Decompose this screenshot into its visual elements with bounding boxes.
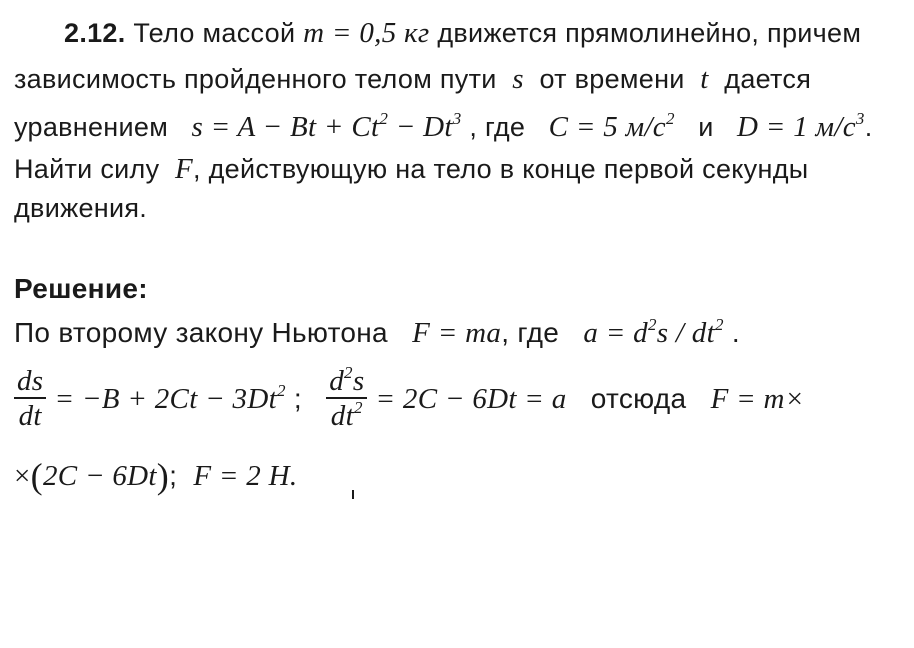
equation-part: a = d	[583, 317, 648, 349]
problem-line-3	[14, 111, 873, 144]
constant-d-value: D = 1 м/с	[737, 111, 856, 143]
equation-part: − Dt	[388, 111, 453, 143]
problem-line-5	[14, 193, 147, 224]
problem-text: движения.	[14, 193, 148, 223]
problem-line-4	[14, 153, 808, 186]
open-paren: (	[30, 456, 43, 496]
exponent: 3	[452, 109, 462, 128]
punctuation: .	[731, 317, 740, 348]
problem-text: , действующую на тело в конце первой секунды	[193, 154, 809, 184]
acceleration-definition	[583, 317, 723, 349]
acceleration-fraction	[326, 363, 367, 432]
fraction-denominator	[326, 399, 367, 431]
solution-text: , где	[501, 317, 560, 348]
solution-line-2	[14, 363, 805, 433]
force-result: F = 2 Н.	[193, 460, 298, 492]
newton-law: F = ma	[412, 317, 502, 349]
velocity-expression	[54, 380, 286, 415]
fraction-numerator: ds	[14, 366, 46, 399]
punctuation: .	[864, 112, 873, 142]
variable-f: F	[175, 153, 194, 185]
solution-line-1	[14, 317, 740, 350]
punctuation: ;	[169, 460, 178, 491]
equation-part: = −B + 2Ct − 3Dt	[54, 382, 277, 415]
problem-line-2	[14, 63, 811, 96]
problem-text: Найти силу	[14, 154, 160, 184]
multiply-sign: ×	[14, 460, 31, 492]
problem-text: от времени	[539, 64, 685, 94]
equation-part: s / dt	[656, 317, 715, 349]
problem-line-1	[64, 17, 861, 50]
exponent: 2	[647, 315, 657, 334]
stray-mark	[352, 490, 354, 499]
problem-text: , где	[469, 112, 526, 142]
fraction-numerator	[326, 363, 367, 399]
exponent: 2	[714, 315, 724, 334]
equation-part: d	[329, 365, 344, 397]
exponent: 2	[353, 398, 363, 417]
fraction-denominator: dt	[18, 400, 42, 432]
variable-t: t	[700, 63, 709, 95]
solution-text: По второму закону Ньютона	[14, 317, 388, 348]
solution-line-3	[14, 455, 297, 497]
exponent: 2	[665, 109, 675, 128]
problem-text: дается	[724, 64, 812, 94]
problem-text: уравнением	[14, 112, 169, 142]
exponent: 2	[276, 380, 286, 400]
problem-text: движется прямолинейно, причем	[437, 18, 862, 48]
variable-s: s	[512, 63, 524, 95]
problem-text: Тело массой	[133, 18, 296, 48]
velocity-fraction	[14, 366, 46, 431]
close-paren: )	[156, 456, 170, 496]
constant-d	[737, 111, 865, 143]
motion-equation	[191, 111, 461, 143]
equation-part: s = A − Bt + Ct	[191, 111, 380, 143]
force-expression: F = m×	[710, 382, 805, 415]
equation-part: s	[352, 365, 365, 397]
solution-text: отсюда	[590, 382, 687, 414]
punctuation: ;	[293, 382, 302, 414]
exponent: 3	[855, 109, 865, 128]
solution-heading: Решение:	[14, 273, 148, 304]
equation-part: dt	[330, 400, 354, 432]
exponent: 2	[344, 363, 353, 382]
constant-c-value: C = 5 м/с	[548, 111, 666, 143]
acceleration-expression: = 2C − 6Dt = a	[375, 382, 567, 415]
constant-c	[549, 111, 675, 143]
problem-text: и	[698, 112, 714, 142]
mass-value: m = 0,5 кг	[303, 17, 430, 49]
exponent: 2	[379, 109, 389, 128]
problem-number: 2.12.	[64, 18, 126, 48]
force-factor: 2C − 6Dt	[42, 460, 157, 492]
problem-text: зависимость пройденного телом пути	[14, 64, 497, 94]
